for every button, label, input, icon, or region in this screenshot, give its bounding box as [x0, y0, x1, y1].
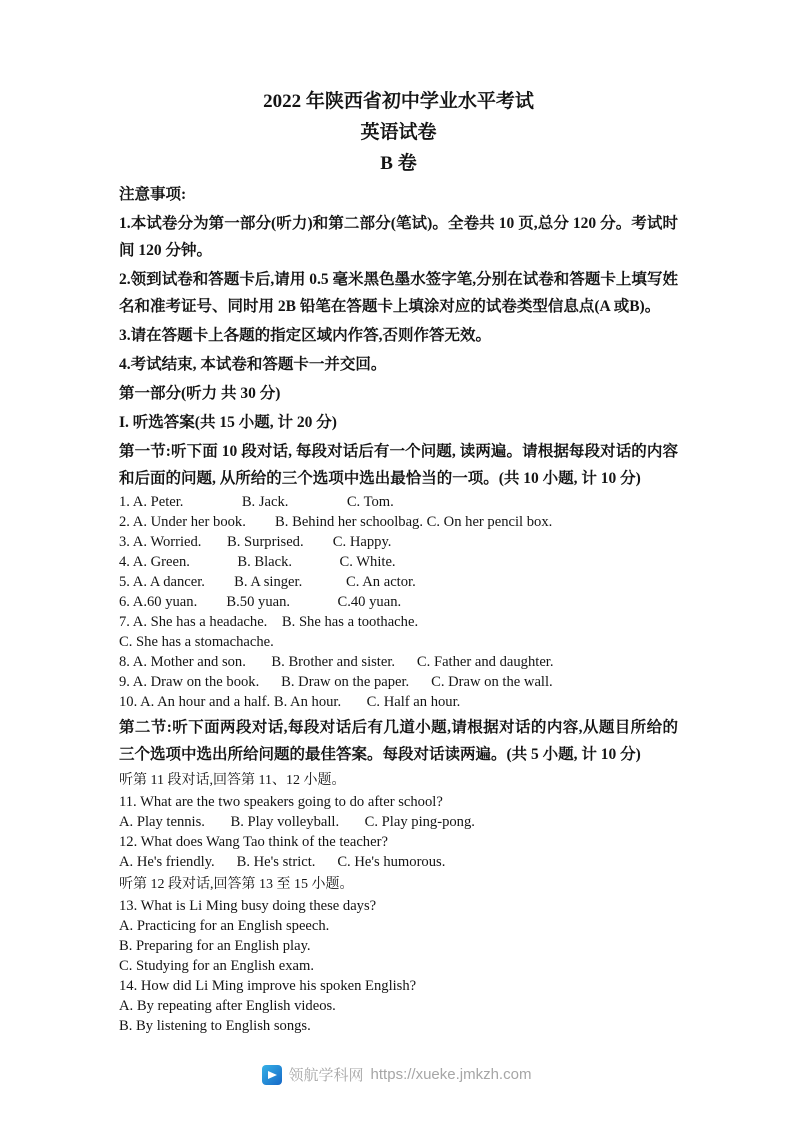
notice-item-4: 4.考试结束, 本试卷和答题卡一并交回。 — [119, 356, 387, 373]
notice-item-2: 2.领到试卷和答题卡后,请用 0.5 毫米黑色墨水签字笔,分别在试卷和答题卡上填写姓名和准考证号、同时用 2B 铅笔在答题卡上填涂对应的试卷类型信息点(A 或B)。 — [119, 271, 678, 315]
subsection2-intro: 第二节:听下面两段对话,每段对话后有几道小题,请根据对话的内容,从题目所给的三个选项中选出所给问题的最佳答案。每段对话读两遍。(共 5 小题, 计 10 分) — [119, 719, 678, 763]
notice-item-1: 1.本试卷分为第一部分(听力)和第二部分(笔试)。全卷共 10 页,总分 120 分。考试时间 120 分钟。 — [119, 215, 678, 259]
dialog-11-note: 听第 11 段对话,回答第 11、12 小题。 — [119, 773, 346, 788]
section1-heading: I. 听选答案(共 15 小题, 计 20 分) — [119, 414, 337, 431]
question-6-options: 6. A.60 yuan. B.50 yuan. C.40 yuan. — [119, 594, 402, 610]
exam-subject-title: 英语试卷 — [360, 122, 437, 143]
footer-site-url[interactable]: https://xueke.jmkzh.com — [370, 1066, 532, 1083]
question-3-options: 3. A. Worried. B. Surprised. C. Happy. — [119, 534, 392, 550]
exam-paper-type: B 卷 — [380, 153, 417, 174]
question-8-options: 8. A. Mother and son. B. Brother and sister. C. Father and daughter. — [119, 654, 554, 670]
question-11: 11. What are the two speakers going to do after school? — [119, 794, 443, 810]
question-14: 14. How did Li Ming improve his spoken English? — [119, 978, 417, 994]
question-9-options: 9. A. Draw on the book. B. Draw on the paper. C. Draw on the wall. — [119, 674, 553, 690]
question-1-options: 1. A. Peter. B. Jack. C. Tom. — [119, 494, 394, 510]
dialog-12-note: 听第 12 段对话,回答第 13 至 15 小题。 — [119, 877, 354, 892]
question-7-options: 7. A. She has a headache. B. She has a toothache. — [119, 614, 419, 630]
question-2-options: 2. A. Under her book. B. Behind her schoolbag. C. On her pencil box. — [119, 514, 553, 530]
question-10-options: 10. A. An hour and a half. B. An hour. C. Half an hour. — [119, 694, 461, 710]
question-7-option-c: C. She has a stomachache. — [119, 634, 274, 650]
question-14-option-b: B. By listening to English songs. — [119, 1018, 311, 1034]
part1-heading: 第一部分(听力 共 30 分) — [119, 385, 281, 402]
subsection1-intro: 第一节:听下面 10 段对话, 每段对话后有一个问题, 读两遍。请根据每段对话的内容和后面的问题, 从所给的三个选项中选出最恰当的一项。(共 10 小题, 计 10 分) — [119, 443, 678, 487]
footer-watermark — [0, 1064, 793, 1085]
notices-heading: 注意事项: — [119, 186, 187, 203]
question-4-options: 4. A. Green. B. Black. C. White. — [119, 554, 396, 570]
question-13-option-b: B. Preparing for an English play. — [119, 938, 311, 954]
question-14-option-a: A. By repeating after English videos. — [119, 998, 336, 1014]
site-logo-icon — [262, 1065, 282, 1085]
question-11-options: A. Play tennis. B. Play volleyball. C. Play ping-pong. — [119, 814, 475, 830]
footer-site-name: 领航学科网 — [288, 1067, 364, 1084]
question-5-options: 5. A. A dancer. B. A singer. C. An actor. — [119, 574, 416, 590]
question-13-option-a: A. Practicing for an English speech. — [119, 918, 330, 934]
document-content — [119, 86, 678, 1037]
question-13-option-c: C. Studying for an English exam. — [119, 958, 314, 974]
exam-title: 2022 年陕西省初中学业水平考试 — [263, 91, 534, 112]
question-13: 13. What is Li Ming busy doing these days? — [119, 898, 377, 914]
notice-item-3: 3.请在答题卡上各题的指定区域内作答,否则作答无效。 — [119, 327, 492, 344]
question-12-options: A. He's friendly. B. He's strict. C. He's humorous. — [119, 854, 446, 870]
question-12: 12. What does Wang Tao think of the teacher? — [119, 834, 388, 850]
